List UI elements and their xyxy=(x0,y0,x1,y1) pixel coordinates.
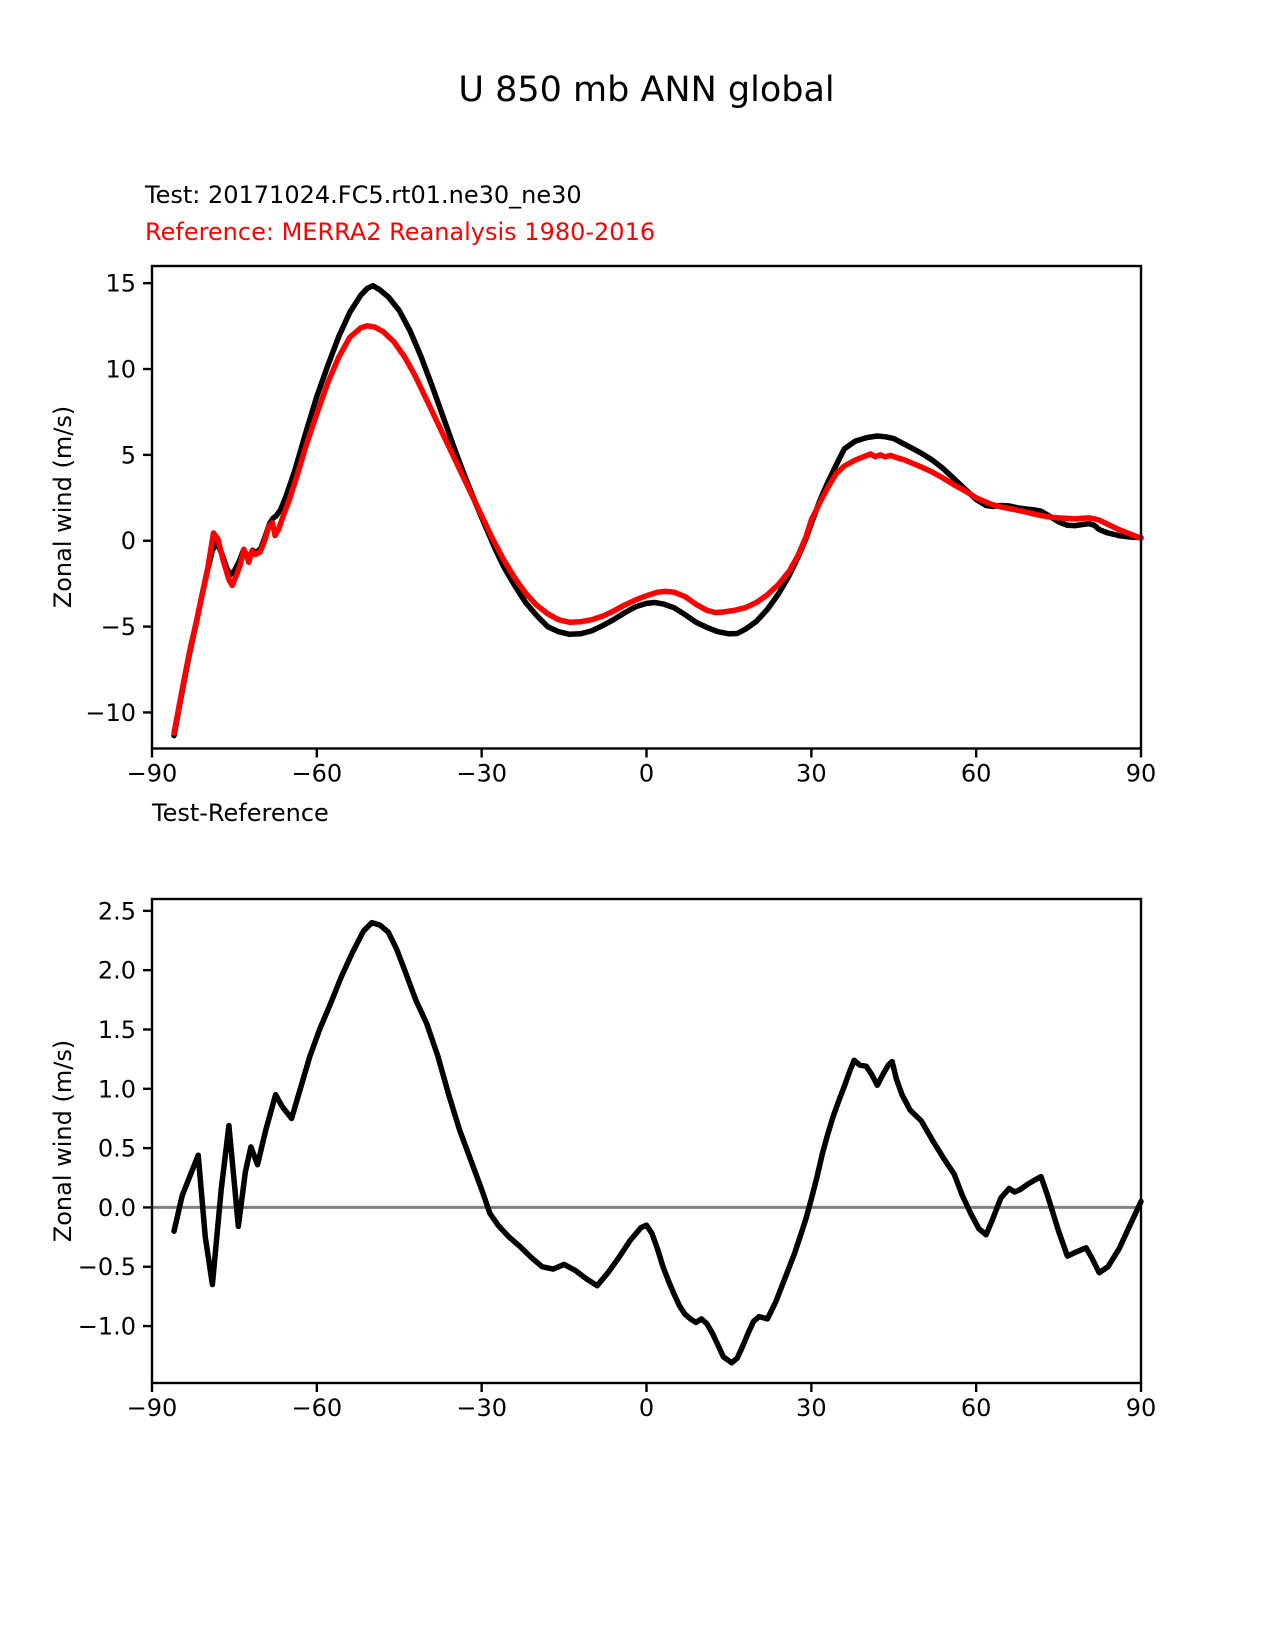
reference-run-label: Reference: MERRA2 Reanalysis 1980-2016 xyxy=(145,218,656,246)
y-tick-label: 0.0 xyxy=(97,1193,136,1222)
x-tick-label: −30 xyxy=(456,1394,507,1422)
y-tick-label: 2.0 xyxy=(97,956,136,985)
figure-title: U 850 mb ANN global xyxy=(458,70,835,110)
x-tick-label: 90 xyxy=(1125,1394,1157,1422)
y-tick-label: 15 xyxy=(105,269,136,298)
y-tick-label: −10 xyxy=(85,698,136,727)
y-tick-label: −5 xyxy=(100,613,136,642)
difference-series-line xyxy=(174,923,1141,1363)
x-tick-label: −90 xyxy=(126,1394,178,1422)
x-tick-label: −60 xyxy=(291,759,343,788)
x-tick-label: −60 xyxy=(291,1394,343,1422)
difference-chart-title: Test-Reference xyxy=(152,799,329,827)
x-tick-label: 0 xyxy=(638,759,655,788)
y-tick-label: 1.5 xyxy=(97,1015,136,1044)
x-tick-label: 90 xyxy=(1125,759,1157,788)
y-tick-label: −1.0 xyxy=(77,1312,136,1341)
x-tick-label: 60 xyxy=(960,759,992,788)
y-tick-label: 10 xyxy=(105,355,136,384)
x-tick-label: −30 xyxy=(456,759,507,788)
y-tick-label: 0.5 xyxy=(97,1134,136,1163)
x-tick-label: −90 xyxy=(126,759,178,788)
y-tick-label: 2.5 xyxy=(97,897,136,926)
y-tick-label: 1.0 xyxy=(97,1075,136,1104)
axes-frame xyxy=(152,899,1141,1383)
difference-chart xyxy=(77,897,1157,1422)
y-tick-label: 5 xyxy=(120,441,136,470)
test-run-label: Test: 20171024.FC5.rt01.ne30_ne30 xyxy=(145,181,582,209)
top-chart xyxy=(85,266,1157,788)
difference-chart-ylabel: Zonal wind (m/s) xyxy=(49,1039,77,1243)
x-tick-label: 30 xyxy=(796,759,827,788)
y-tick-label: 0 xyxy=(120,527,136,556)
top-chart-ylabel: Zonal wind (m/s) xyxy=(49,405,77,609)
y-tick-label: −0.5 xyxy=(77,1253,136,1282)
x-tick-label: 0 xyxy=(638,1394,655,1422)
x-tick-label: 30 xyxy=(796,1394,827,1422)
test-series-line xyxy=(174,286,1141,736)
x-tick-label: 60 xyxy=(960,1394,992,1422)
